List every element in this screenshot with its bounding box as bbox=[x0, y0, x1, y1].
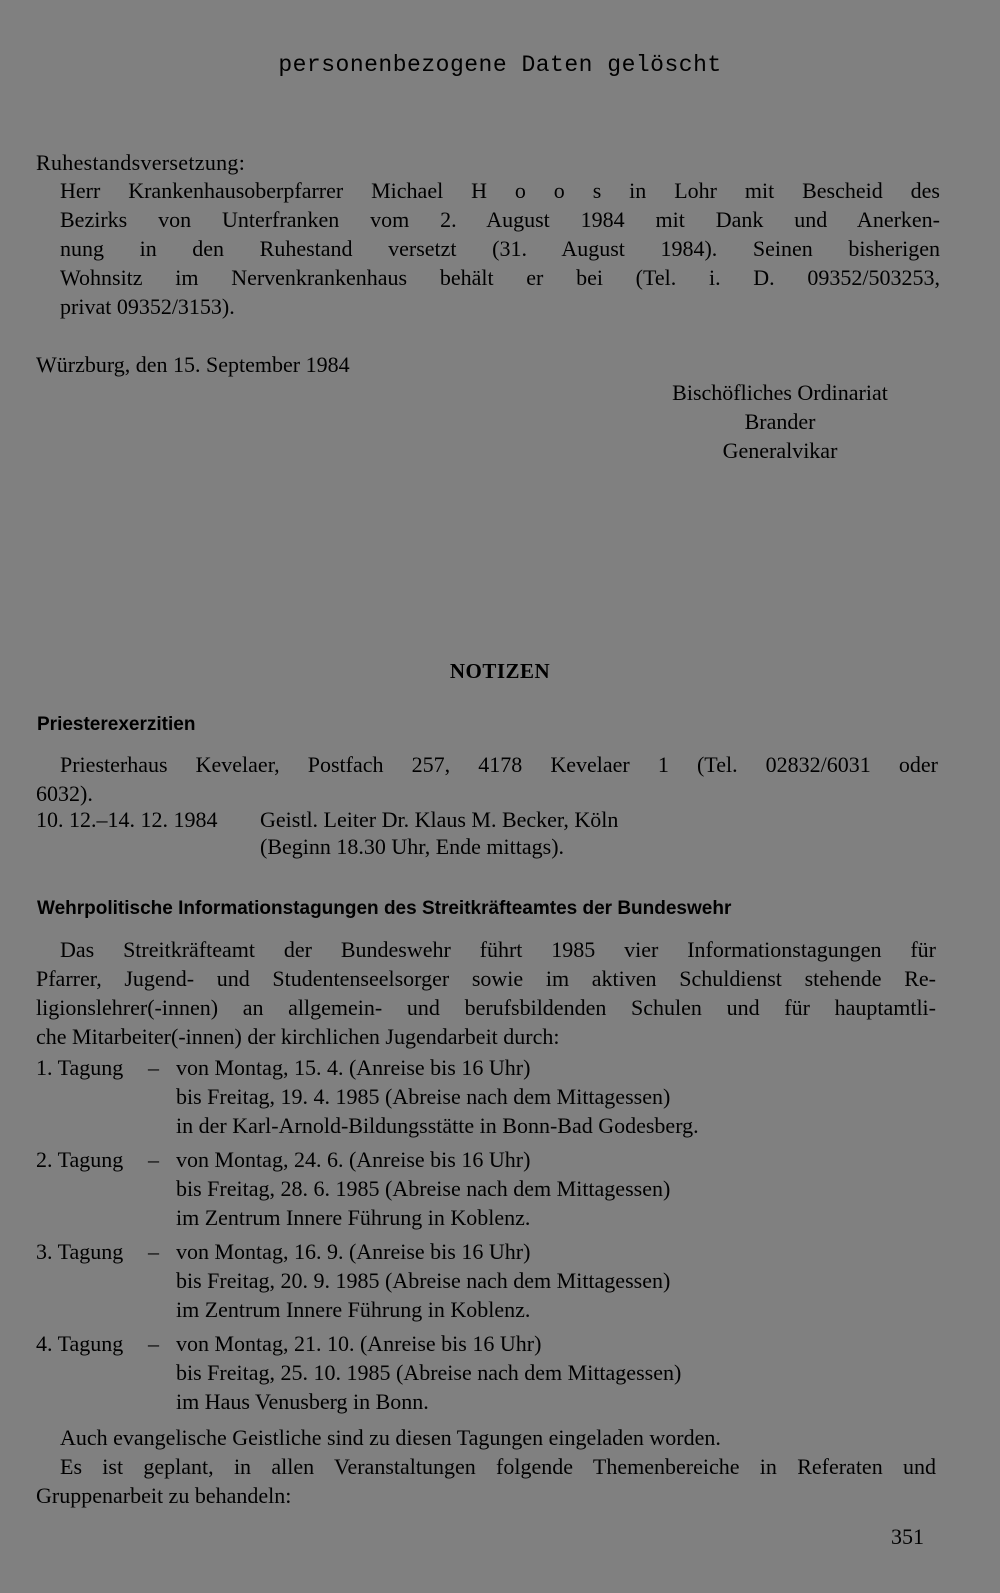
retirement-line: nung in den Ruhestand versetzt (31. August 1984). Seinen bisherigen bbox=[60, 236, 940, 261]
session-dash: – bbox=[148, 1239, 159, 1264]
military-heading: Wehrpolitische Informationstagungen des Streitkräfteamtes der Bundeswehr bbox=[37, 898, 732, 919]
military-intro-line: ligionslehrer(-innen) an allgemein- und berufsbildenden Schulen und für hauptamtli- bbox=[36, 995, 936, 1020]
session-4 bbox=[36, 1329, 936, 1416]
session-label: 4. Tagung bbox=[36, 1331, 124, 1356]
session-line: bis Freitag, 28. 6. 1985 (Abreise nach dem Mittagessen) bbox=[176, 1176, 671, 1201]
session-line: bis Freitag, 19. 4. 1985 (Abreise nach dem Mittagessen) bbox=[176, 1084, 671, 1109]
exercises-address-line: 6032). bbox=[36, 781, 93, 806]
session-line: von Montag, 16. 9. (Anreise bis 16 Uhr) bbox=[176, 1239, 531, 1264]
military-closing-line: Auch evangelische Geistliche sind zu diesen Tagungen eingeladen worden. bbox=[60, 1425, 721, 1450]
signature-office: Bischöfliches Ordinariat bbox=[672, 380, 888, 405]
signature-title: Generalvikar bbox=[722, 438, 838, 463]
exercises-heading: Priesterexerzitien bbox=[37, 714, 196, 735]
redaction-stamp: personenbezogene Daten gelöscht bbox=[278, 52, 722, 78]
session-3 bbox=[36, 1237, 936, 1324]
retirement-paragraph bbox=[60, 176, 940, 321]
page-number: 351 bbox=[891, 1524, 924, 1549]
session-line: von Montag, 15. 4. (Anreise bis 16 Uhr) bbox=[176, 1055, 531, 1080]
session-line: von Montag, 21. 10. (Anreise bis 16 Uhr) bbox=[176, 1331, 542, 1356]
exercises-address-line: Priesterhaus Kevelaer, Postfach 257, 4178 Kevelaer 1 (Tel. 02832/6031 oder bbox=[60, 752, 938, 777]
session-dash: – bbox=[148, 1147, 159, 1172]
session-label: 2. Tagung bbox=[36, 1147, 124, 1172]
session-line: bis Freitag, 20. 9. 1985 (Abreise nach dem Mittagessen) bbox=[176, 1268, 671, 1293]
section-heading-notizen: NOTIZEN bbox=[449, 659, 551, 683]
session-line: von Montag, 24. 6. (Anreise bis 16 Uhr) bbox=[176, 1147, 531, 1172]
session-1 bbox=[36, 1053, 936, 1140]
military-intro-line: che Mitarbeiter(-innen) der kirchlichen Jugendarbeit durch: bbox=[36, 1024, 560, 1049]
military-closing-line: Gruppenarbeit zu behandeln: bbox=[36, 1483, 292, 1508]
session-line: im Zentrum Innere Führung in Koblenz. bbox=[176, 1205, 531, 1230]
military-closing bbox=[36, 1423, 936, 1510]
retirement-heading: Ruhestandsversetzung: bbox=[36, 150, 246, 175]
signature-name: Brander bbox=[744, 409, 816, 434]
retirement-line: Wohnsitz im Nervenkrankenhaus behält er bei (Tel. i. D. 09352/503253, bbox=[60, 265, 940, 290]
signature-block bbox=[600, 378, 960, 465]
session-line: im Zentrum Innere Führung in Koblenz. bbox=[176, 1297, 531, 1322]
retirement-line: privat 09352/3153). bbox=[60, 294, 235, 319]
session-line: bis Freitag, 25. 10. 1985 (Abreise nach dem Mittagessen) bbox=[176, 1360, 682, 1385]
exercises-times: (Beginn 18.30 Uhr, Ende mittags). bbox=[260, 834, 565, 859]
military-intro-line: Das Streitkräfteamt der Bundeswehr führt 1985 vier Informationstagungen für bbox=[60, 937, 936, 962]
dateline: Würzburg, den 15. September 1984 bbox=[36, 352, 350, 377]
session-label: 3. Tagung bbox=[36, 1239, 124, 1264]
exercises-leader: Geistl. Leiter Dr. Klaus M. Becker, Köln bbox=[260, 807, 619, 832]
session-dash: – bbox=[148, 1331, 159, 1356]
military-intro bbox=[36, 935, 936, 1051]
session-2 bbox=[36, 1145, 936, 1232]
retirement-line: Herr Krankenhausoberpfarrer Michael H o o s in Lohr mit Bescheid des bbox=[60, 178, 940, 203]
session-dash: – bbox=[148, 1055, 159, 1080]
session-label: 1. Tagung bbox=[36, 1055, 124, 1080]
exercises-date: 10. 12.–14. 12. 1984 bbox=[36, 807, 218, 832]
exercises-address bbox=[60, 750, 938, 779]
military-intro-line: Pfarrer, Jugend- und Studentenseelsorger sowie im aktiven Schuldienst stehende Re- bbox=[36, 966, 936, 991]
military-closing-line: Es ist geplant, in allen Veranstaltungen folgende Themenbereiche in Referaten und bbox=[60, 1454, 936, 1479]
session-line: in der Karl-Arnold-Bildungsstätte in Bonn-Bad Godesberg. bbox=[176, 1113, 699, 1138]
session-line: im Haus Venusberg in Bonn. bbox=[176, 1389, 429, 1414]
retirement-line: Bezirks von Unterfranken vom 2. August 1984 mit Dank und Anerken- bbox=[60, 207, 940, 232]
